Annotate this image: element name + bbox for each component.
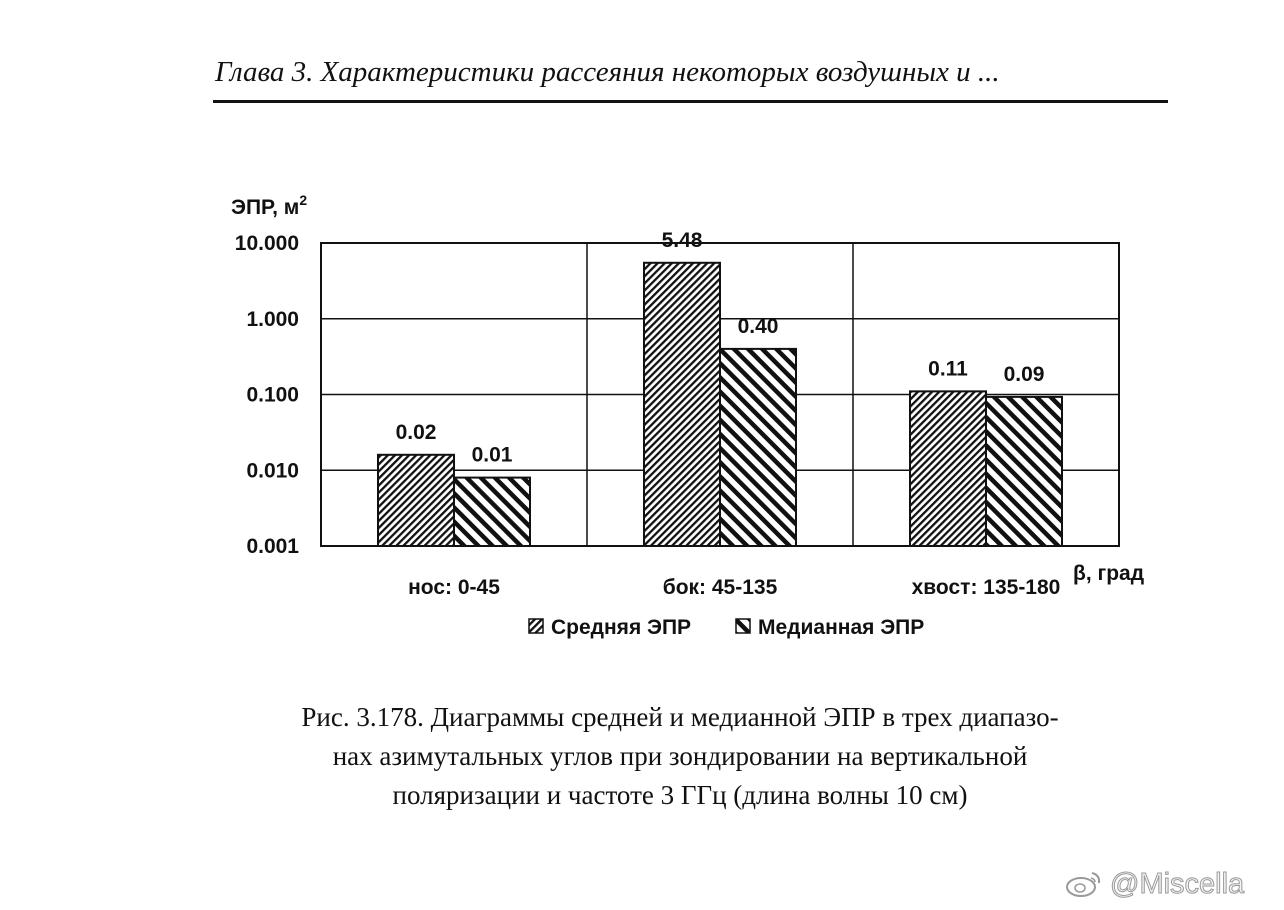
watermark xyxy=(1064,864,1278,904)
y-axis-title: ЭПР, $м^2$ xyxy=(231,192,308,219)
y-tick-label: 0.100 xyxy=(246,383,299,407)
caption-line: Рис. 3.178. Диаграммы средней и медианной ЭПР в трех диапазо- xyxy=(301,702,1059,732)
y-tick-label: 1.000 xyxy=(246,307,299,331)
bar xyxy=(910,391,986,546)
bar xyxy=(454,478,530,546)
bars-layer xyxy=(378,263,1062,546)
y-tick-label: 10.000 xyxy=(234,232,299,255)
bar xyxy=(378,455,454,546)
data-label: 0.40 xyxy=(737,314,779,338)
data-label: 0.09 xyxy=(1003,362,1045,386)
legend-swatch xyxy=(529,619,543,633)
figure-caption xyxy=(180,698,1180,815)
x-category-label: хвост: 135-180 xyxy=(911,576,1061,599)
data-label: 5.48 xyxy=(661,228,703,252)
data-label: 0.01 xyxy=(471,443,513,467)
legend-label: Средняя ЭПР xyxy=(551,616,692,639)
x-axis-title: β, град xyxy=(1073,562,1145,585)
bar xyxy=(644,263,720,546)
data-label: 0.11 xyxy=(928,357,968,381)
legend xyxy=(529,616,924,639)
y-tick-label: 0.001 xyxy=(246,535,299,558)
bar xyxy=(986,397,1062,546)
caption-line: поляризации и частоте 3 ГГц (длина волны 10 см) xyxy=(392,780,968,810)
x-category-label: нос: 0-45 xyxy=(408,576,500,599)
y-axis-unit-superscript: 2 xyxy=(299,192,308,208)
caption-line: нах азимутальных углов при зондировании на вертикальной xyxy=(332,741,1028,771)
y-tick-label: 0.010 xyxy=(246,459,299,483)
legend-label: Медианная ЭПР xyxy=(758,616,925,639)
watermark-text: @Miscella xyxy=(1110,867,1245,900)
weibo-logo-icon xyxy=(1064,869,1104,899)
x-category-label: бок: 45-135 xyxy=(662,576,778,599)
chapter-title: Глава 3. Характеристики рассеяния некоторых воздушных и ... xyxy=(215,56,1000,88)
bar xyxy=(720,349,796,546)
data-label: 0.02 xyxy=(395,420,437,444)
legend-swatch xyxy=(736,619,750,633)
